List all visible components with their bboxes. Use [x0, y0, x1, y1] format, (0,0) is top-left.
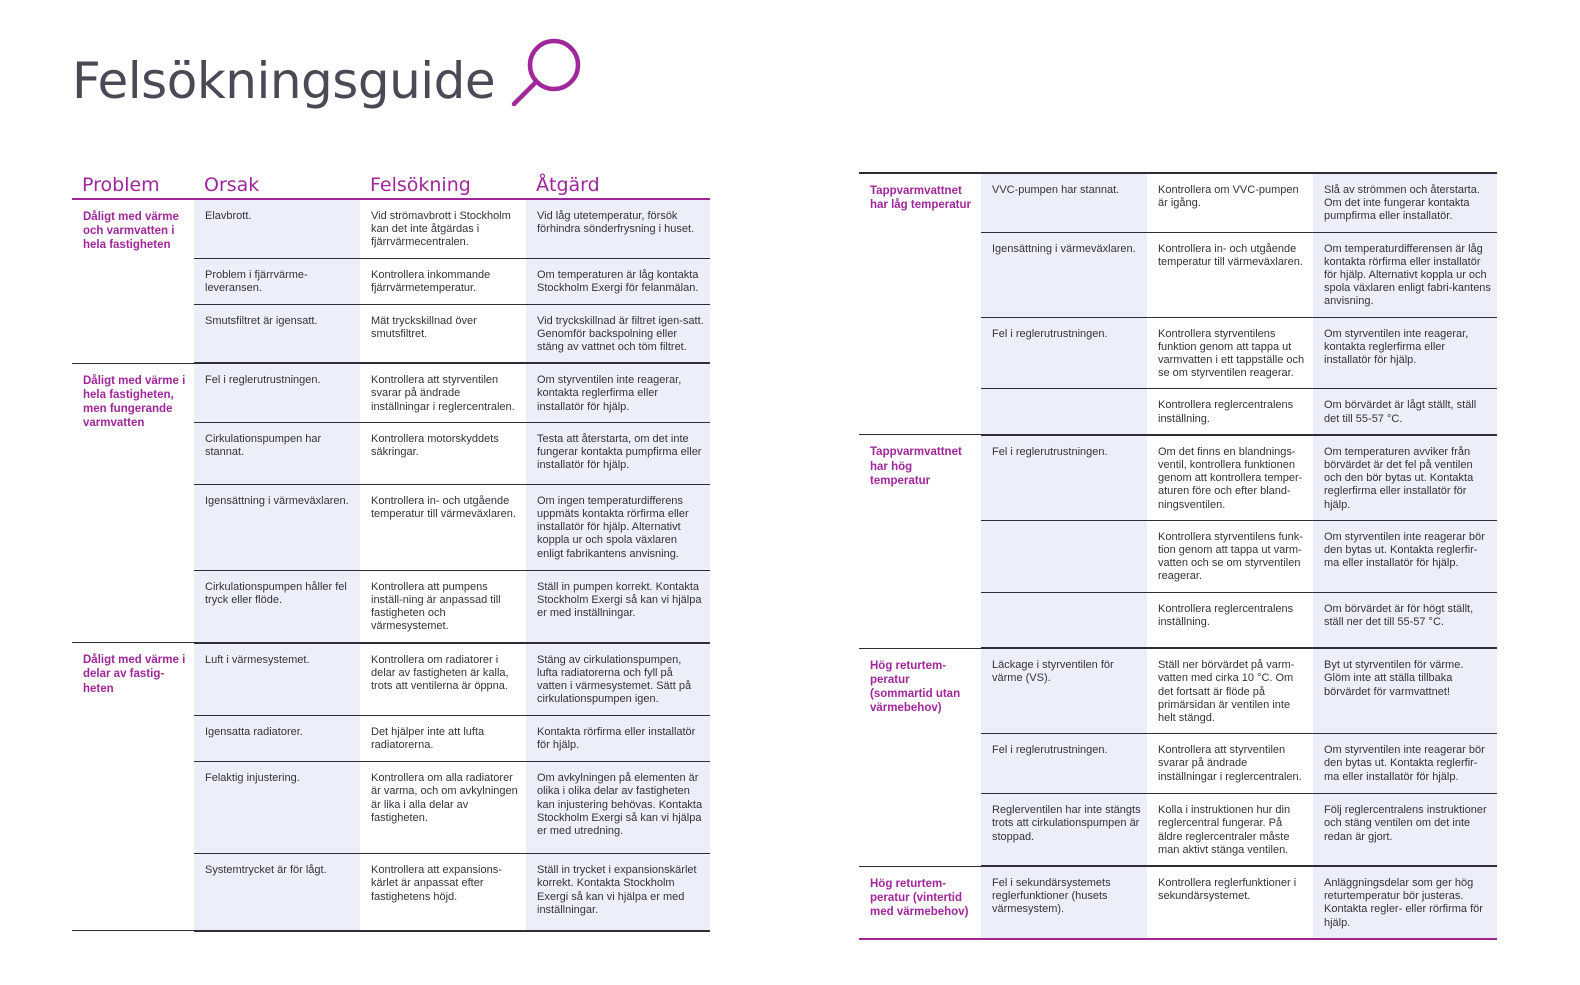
- felsokning-cell: Kontrollera att expansions-kärlet är anpassat efter fastighetens höjd.: [360, 854, 526, 931]
- atgard-cell: Om ingen temperaturdifferens uppmäts kontakta rörfirma eller installatör för hjälp. Alternativt koppla ur och spola växlaren enligt fabrikantens anvisning.: [526, 484, 710, 570]
- atgard-cell: Om börvärdet är för högt ställt, ställ ner det till 55-57 °C.: [1313, 592, 1497, 648]
- atgard-cell: Stäng av cirkulationspumpen, lufta radiatorerna och fyll på vatten i värmesystemet. Sätt på cirkulationspumpen igen.: [526, 643, 710, 716]
- problem-cell: Dåligt med värme och varmvatten i hela fastigheten: [72, 199, 194, 363]
- atgard-cell: Om styrventilen inte reagerar bör den bytas ut. Kontakta reglerfir-ma eller installatör för hjälp.: [1313, 734, 1497, 794]
- felsokning-cell: Vid strömavbrott i Stockholm kan det inte åtgärdas i fjärrvärmecentralen.: [360, 199, 526, 258]
- troubleshooting-table-left: [72, 168, 710, 932]
- problem-cell: Tappvarmvattnet har hög temperatur: [859, 435, 981, 648]
- problem-cell: Tappvarmvattnet har låg temperatur: [859, 173, 981, 435]
- atgard-cell: Slå av strömmen och återstarta. Om det inte fungerar kontakta pumpfirma eller installatör.: [1313, 173, 1497, 232]
- felsokning-cell: Kolla i instruktionen hur din reglercentral fungerar. På äldre reglercentraler måste man aktivt stänga ventilen.: [1147, 794, 1313, 866]
- orsak-cell: [981, 520, 1147, 592]
- orsak-cell: Fel i reglerutrustningen.: [981, 734, 1147, 794]
- atgard-cell: Testa att återstarta, om det inte fungerar kontakta pumpfirma eller installatör för hjälp.: [526, 422, 710, 484]
- orsak-cell: Luft i värmesystemet.: [194, 643, 360, 716]
- orsak-cell: Igensatta radiatorer.: [194, 716, 360, 762]
- felsokning-cell: Mät tryckskillnad över smutsfiltret.: [360, 304, 526, 363]
- felsokning-cell: Kontrollera styrventilens funktion genom att tappa ut varmvatten i ett tappställe och se om styrventilen reagerar.: [1147, 317, 1313, 389]
- orsak-cell: Igensättning i värmeväxlaren.: [194, 484, 360, 570]
- header-orsak: Orsak: [194, 168, 360, 199]
- orsak-cell: Fel i reglerutrustningen.: [981, 317, 1147, 389]
- orsak-cell: Felaktig injustering.: [194, 762, 360, 854]
- orsak-cell: Fel i sekundärsystemets reglerfunktioner (husets värmesystem).: [981, 866, 1147, 939]
- felsokning-cell: Kontrollera att pumpens inställ-ning är anpassad till fastigheten och värmesystemet.: [360, 570, 526, 642]
- atgard-cell: Om avkylningen på elementen är olika i olika delar av fastigheten kan injustering behövas. Kontakta Stockholm Exergi så kan vi hjälpa er med utredning.: [526, 762, 710, 854]
- header-problem: Problem: [72, 168, 194, 199]
- felsokning-cell: Ställ ner börvärdet på varm-vatten med cirka 10 °C. Om det fortsatt är flöde på primärsidan är ventilen inte helt stängd.: [1147, 648, 1313, 734]
- orsak-cell: Fel i reglerutrustningen.: [194, 363, 360, 422]
- felsokning-cell: Det hjälper inte att lufta radiatorerna.: [360, 716, 526, 762]
- felsokning-cell: Kontrollera styrventilens funk-tion genom att tappa ut varm-vatten och se om styrventilen reagerar.: [1147, 520, 1313, 592]
- orsak-cell: Igensättning i värmeväxlaren.: [981, 232, 1147, 317]
- orsak-cell: Elavbrott.: [194, 199, 360, 258]
- table-row: [859, 435, 1497, 521]
- felsokning-cell: Kontrollera in- och utgående temperatur till värmeväxlaren.: [1147, 232, 1313, 317]
- orsak-cell: Reglerventilen har inte stängts trots att cirkulationspumpen är stoppad.: [981, 794, 1147, 866]
- atgard-cell: Om börvärdet är lågt ställt, ställ det till 55-57 °C.: [1313, 389, 1497, 435]
- atgard-cell: Om styrventilen inte reagerar, kontakta reglerfirma eller installatör för hjälp.: [526, 363, 710, 422]
- orsak-cell: Läckage i styrventilen för värme (VS).: [981, 648, 1147, 734]
- atgard-cell: Om temperaturen avviker från börvärdet är det fel på ventilen och den bör bytas ut. Kontakta reglerfirma eller installatör för hjälp.: [1313, 435, 1497, 521]
- atgard-cell: Kontakta rörfirma eller installatör för hjälp.: [526, 716, 710, 762]
- orsak-cell: [981, 389, 1147, 435]
- felsokning-cell: Om det finns en blandnings-ventil, kontrollera funktionen genom att kontrollera temper-aturen före och efter bland-ningsventilen.: [1147, 435, 1313, 521]
- problem-cell: Dåligt med värme i hela fastigheten, men fungerande varmvatten: [72, 363, 194, 642]
- orsak-cell: Fel i reglerutrustningen.: [981, 435, 1147, 521]
- felsokning-cell: Kontrollera om alla radiatorer är varma, och om avkylningen är lika i alla delar av fastigheten.: [360, 762, 526, 854]
- felsokning-cell: Kontrollera reglercentralens inställning.: [1147, 389, 1313, 435]
- felsokning-cell: Kontrollera reglerfunktioner i sekundärsystemet.: [1147, 866, 1313, 939]
- atgard-cell: Anläggningsdelar som ger hög returtemperatur bör justeras. Kontakta regler- eller rörfirma för hjälp.: [1313, 866, 1497, 939]
- magnifier-icon: [510, 34, 586, 110]
- orsak-cell: Cirkulationspumpen har stannat.: [194, 422, 360, 484]
- felsokning-cell: Kontrollera reglercentralens inställning.: [1147, 592, 1313, 648]
- troubleshooting-table-right: [859, 172, 1497, 940]
- atgard-cell: Ställ in trycket i expansionskärlet korrekt. Kontakta Stockholm Exergi så kan vi hjälpa er med inställningar.: [526, 854, 710, 931]
- table-row: [72, 199, 710, 258]
- atgard-cell: Följ reglercentralens instruktioner och stäng ventilen om det inte redan är gjort.: [1313, 794, 1497, 866]
- orsak-cell: Cirkulationspumpen håller fel tryck eller flöde.: [194, 570, 360, 642]
- atgard-cell: Byt ut styrventilen för värme. Glöm inte att ställa tillbaka börvärdet för varmvattnet!: [1313, 648, 1497, 734]
- page-title: Felsökningsguide: [72, 52, 496, 110]
- felsokning-cell: Kontrollera motorskyddets säkringar.: [360, 422, 526, 484]
- felsokning-cell: Kontrollera att styrventilen svarar på ändrade inställningar i reglercentralen.: [1147, 734, 1313, 794]
- felsokning-cell: Kontrollera om VVC-pumpen är igång.: [1147, 173, 1313, 232]
- atgard-cell: Vid tryckskillnad är filtret igen-satt. Genomför backspolning eller stäng av vattnet och töm filtret.: [526, 304, 710, 363]
- table-row: [72, 363, 710, 422]
- header-atgard: Åtgärd: [526, 168, 710, 199]
- orsak-cell: Systemtrycket är för lågt.: [194, 854, 360, 931]
- atgard-cell: Ställ in pumpen korrekt. Kontakta Stockholm Exergi så kan vi hjälpa er med inställningar.: [526, 570, 710, 642]
- orsak-cell: [981, 592, 1147, 648]
- felsokning-cell: Kontrollera in- och utgående temperatur till värmeväxlaren.: [360, 484, 526, 570]
- orsak-cell: VVC-pumpen har stannat.: [981, 173, 1147, 232]
- problem-cell: Dåligt med värme i delar av fastig-heten: [72, 643, 194, 931]
- table-row: [859, 648, 1497, 734]
- atgard-cell: Vid låg utetemperatur, försök förhindra sönderfrysning i huset.: [526, 199, 710, 258]
- orsak-cell: Smutsfiltret är igensatt.: [194, 304, 360, 363]
- table-row: [859, 173, 1497, 232]
- table-row: [72, 643, 710, 716]
- problem-cell: Hög returtem-peratur (sommartid utan värmebehov): [859, 648, 981, 866]
- problem-cell: Hög returtem-peratur (vintertid med värmebehov): [859, 866, 981, 939]
- felsokning-cell: Kontrollera att styrventilen svarar på ändrade inställningar i reglercentralen.: [360, 363, 526, 422]
- atgard-cell: Om styrventilen inte reagerar bör den bytas ut. Kontakta reglerfir-ma eller installatör för hjälp.: [1313, 520, 1497, 592]
- orsak-cell: Problem i fjärrvärme-leveransen.: [194, 258, 360, 304]
- header-row: [72, 168, 710, 199]
- table-row: [859, 866, 1497, 939]
- atgard-cell: Om styrventilen inte reagerar, kontakta reglerfirma eller installatör för hjälp.: [1313, 317, 1497, 389]
- felsokning-cell: Kontrollera om radiatorer i delar av fastigheten är kalla, trots att ventilerna är öppna.: [360, 643, 526, 716]
- atgard-cell: Om temperaturen är låg kontakta Stockholm Exergi för felanmälan.: [526, 258, 710, 304]
- header-felsokning: Felsökning: [360, 168, 526, 199]
- felsokning-cell: Kontrollera inkommande fjärrvärmetemperatur.: [360, 258, 526, 304]
- atgard-cell: Om temperaturdifferensen är låg kontakta rörfirma eller installatör för hjälp. Alternativt koppla ur och spola växlaren enligt fabri-kantens anvisning.: [1313, 232, 1497, 317]
